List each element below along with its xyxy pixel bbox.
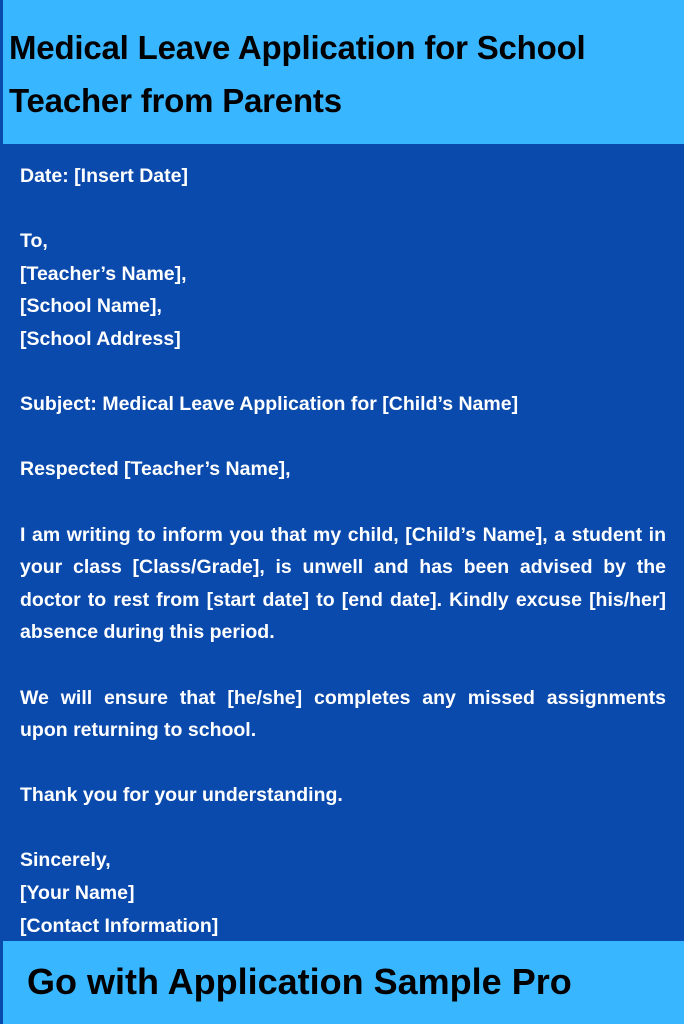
letter-subject: Subject: Medical Leave Application for [Child’s Name] (20, 393, 519, 416)
spacer (20, 747, 666, 780)
letter-body (20, 160, 666, 942)
letter-school-name: [School Name], (20, 295, 162, 318)
spacer (20, 486, 666, 519)
letter-teacher-name: [Teacher’s Name], (20, 262, 187, 285)
spacer (20, 812, 666, 845)
spacer (20, 356, 666, 389)
letter-contact: [Contact Information] (20, 914, 219, 937)
letter-closing: Sincerely, (20, 849, 111, 872)
letter-thanks: Thank you for your understanding. (20, 784, 343, 807)
title-line-2: Teacher from Parents (9, 82, 342, 119)
letter-paragraph-1: I am writing to inform you that my child, [Child’s Name], a student in your class [Class/Grade], is unwell and has been advised by the doctor to rest from [start date] to [end date]. Kindly excuse [his/her] absence during this period. (20, 523, 666, 644)
footer-banner (0, 941, 684, 1024)
page-title (3, 0, 684, 127)
spacer (20, 421, 666, 454)
letter-salutation: Respected [Teacher’s Name], (20, 458, 291, 481)
letter-paragraph-2: We will ensure that [he/she] completes any missed assignments upon returning to school. (20, 686, 666, 742)
letter-your-name: [Your Name] (20, 882, 135, 905)
header-banner (0, 0, 684, 144)
footer-text: Go with Application Sample Pro (27, 961, 572, 1002)
spacer (20, 193, 666, 226)
letter-date: Date: [Insert Date] (20, 165, 188, 187)
letter-to: To, (20, 230, 48, 253)
title-line-1: Medical Leave Application for School (9, 29, 586, 66)
spacer (20, 649, 666, 682)
letter-school-address: [School Address] (20, 327, 181, 350)
